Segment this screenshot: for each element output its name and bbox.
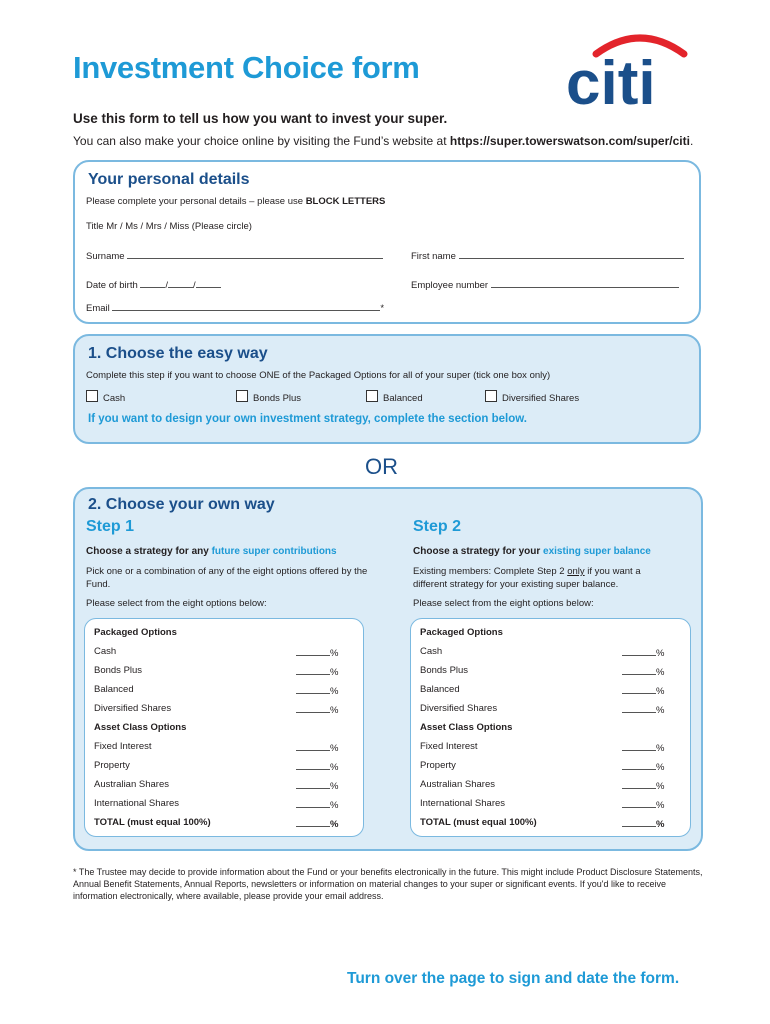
step1-asset-class-option-label: International Shares: [94, 798, 180, 809]
step1-asset-class-option-label: Australian Shares: [94, 779, 169, 790]
step1-asset-class-option-percent-field[interactable]: %: [296, 741, 338, 754]
step2-asset-class-option-label: International Shares: [420, 798, 506, 809]
step1-total-row-percent-field[interactable]: %: [296, 817, 338, 830]
step2-asset-class-option-label: Property: [420, 760, 456, 771]
email-field[interactable]: Email *: [86, 303, 385, 314]
diversified-shares-option-label: Diversified Shares: [502, 393, 580, 404]
step2-total-row-label: TOTAL (must equal 100%): [420, 817, 537, 828]
citi-logo: [566, 28, 692, 108]
step2-asset-class-option-percent-field[interactable]: %: [622, 760, 664, 773]
fund-website-link[interactable]: https://super.towerswatson.com/super/citi: [449, 134, 690, 148]
step1-packaged-option-percent-field[interactable]: %: [296, 684, 338, 697]
step2-packaged-option-label: Balanced: [420, 684, 460, 695]
step2-packaged-option-label: Cash: [420, 646, 443, 657]
step1-asset-class-option-label: Property: [94, 760, 130, 771]
diversified-shares-checkbox[interactable]: [485, 390, 497, 402]
step1-asset-class-option-percent-field[interactable]: %: [296, 798, 338, 811]
intro-heading: Use this form to tell us how you want to invest your super.: [73, 111, 448, 126]
step2-asset-class-option-label: Fixed Interest: [420, 741, 478, 752]
step1-packaged-option-percent-field[interactable]: %: [296, 703, 338, 716]
step1-description: Pick one or a combination of any of the eight options offered by the Fund.: [86, 566, 368, 590]
step1-title: Step 1: [86, 518, 135, 535]
bonds-plus-option-label: Bonds Plus: [253, 393, 302, 404]
step2-asset-class-option-percent-field[interactable]: %: [622, 779, 664, 792]
cash-checkbox[interactable]: [86, 390, 98, 402]
or-divider: OR: [365, 454, 398, 479]
step1-select-instruction: Please select from the eight options below:: [86, 598, 267, 609]
step2-packaged-option-percent-field[interactable]: %: [622, 646, 664, 659]
step1-packaged-option-label: Bonds Plus: [94, 665, 143, 676]
first-name-field[interactable]: First name: [411, 249, 684, 262]
step1-packaged-option-label: Cash: [94, 646, 117, 657]
turn-over-message: Turn over the page to sign and date the form.: [347, 970, 680, 987]
balanced-checkbox[interactable]: [366, 390, 378, 402]
form-title: Investment Choice form: [73, 50, 420, 85]
step2-packaged-option-percent-field[interactable]: %: [622, 703, 664, 716]
step1-asset-class-options-heading-label: Asset Class Options: [94, 722, 187, 733]
step2-title: Step 2: [413, 518, 462, 535]
design-own-strategy-message: If you want to design your own investment strategy, complete the section below.: [88, 413, 527, 425]
personal-instruction: Please complete your personal details – please use BLOCK LETTERS: [86, 196, 386, 207]
step1-total-row-label: TOTAL (must equal 100%): [94, 817, 211, 828]
step1-strategy-heading: Choose a strategy for any future super contributions: [86, 546, 337, 557]
step2-asset-class-option-percent-field[interactable]: %: [622, 798, 664, 811]
easy-way-heading: 1. Choose the easy way: [88, 345, 268, 362]
step2-packaged-option-percent-field[interactable]: %: [622, 665, 664, 678]
step2-packaged-option-label: Bonds Plus: [420, 665, 469, 676]
step1-asset-class-option-percent-field[interactable]: %: [296, 779, 338, 792]
step1-packaged-option-label: Balanced: [94, 684, 134, 695]
step2-description: Existing members: Complete Step 2 only if you want a different strategy for your existing super balance.: [413, 566, 641, 590]
step2-asset-class-options-heading-label: Asset Class Options: [420, 722, 513, 733]
svg-text:citi: citi: [566, 49, 656, 108]
surname-field[interactable]: Surname: [86, 249, 383, 262]
balanced-option-label: Balanced: [383, 393, 423, 404]
step1-packaged-option-label: Diversified Shares: [94, 703, 172, 714]
personal-details-heading: Your personal details: [88, 171, 250, 188]
own-way-heading: 2. Choose your own way: [88, 496, 275, 513]
step2-strategy-heading: Choose a strategy for your existing super balance: [413, 546, 651, 557]
footnote: * The Trustee may decide to provide information about the Fund or your benefits electronically in the future. This might include Product Disclosure Statements, Annual Benefit Statements, Annual Reports, newsletters or information on material changes to your super or significant events. If you'd like to receive information electronically, where available, please provide your email address.: [73, 867, 703, 901]
step1-packaged-option-percent-field[interactable]: %: [296, 646, 338, 659]
employee-number-field[interactable]: Employee number: [411, 278, 679, 291]
step2-packaged-option-percent-field[interactable]: %: [622, 684, 664, 697]
title-field[interactable]: Title Mr / Ms / Mrs / Miss (Please circle): [86, 221, 252, 232]
intro-text: You can also make your choice online by visiting the Fund’s website at https://super.towerswatson.com/super/citi.: [73, 134, 694, 148]
step2-packaged-options-heading-label: Packaged Options: [420, 627, 503, 638]
step1-packaged-option-percent-field[interactable]: %: [296, 665, 338, 678]
easy-way-instruction: Complete this step if you want to choose ONE of the Packaged Options for all of your super (tick one box only): [86, 370, 551, 381]
date-of-birth-field[interactable]: Date of birth / /: [86, 278, 221, 291]
step2-select-instruction: Please select from the eight options below:: [413, 598, 594, 609]
step1-asset-class-option-percent-field[interactable]: %: [296, 760, 338, 773]
step1-asset-class-option-label: Fixed Interest: [94, 741, 152, 752]
step1-packaged-options-heading-label: Packaged Options: [94, 627, 177, 638]
step2-total-row-percent-field[interactable]: %: [622, 817, 664, 830]
step2-packaged-option-label: Diversified Shares: [420, 703, 498, 714]
step2-asset-class-option-percent-field[interactable]: %: [622, 741, 664, 754]
cash-option-label: Cash: [103, 393, 126, 404]
step2-asset-class-option-label: Australian Shares: [420, 779, 495, 790]
bonds-plus-checkbox[interactable]: [236, 390, 248, 402]
